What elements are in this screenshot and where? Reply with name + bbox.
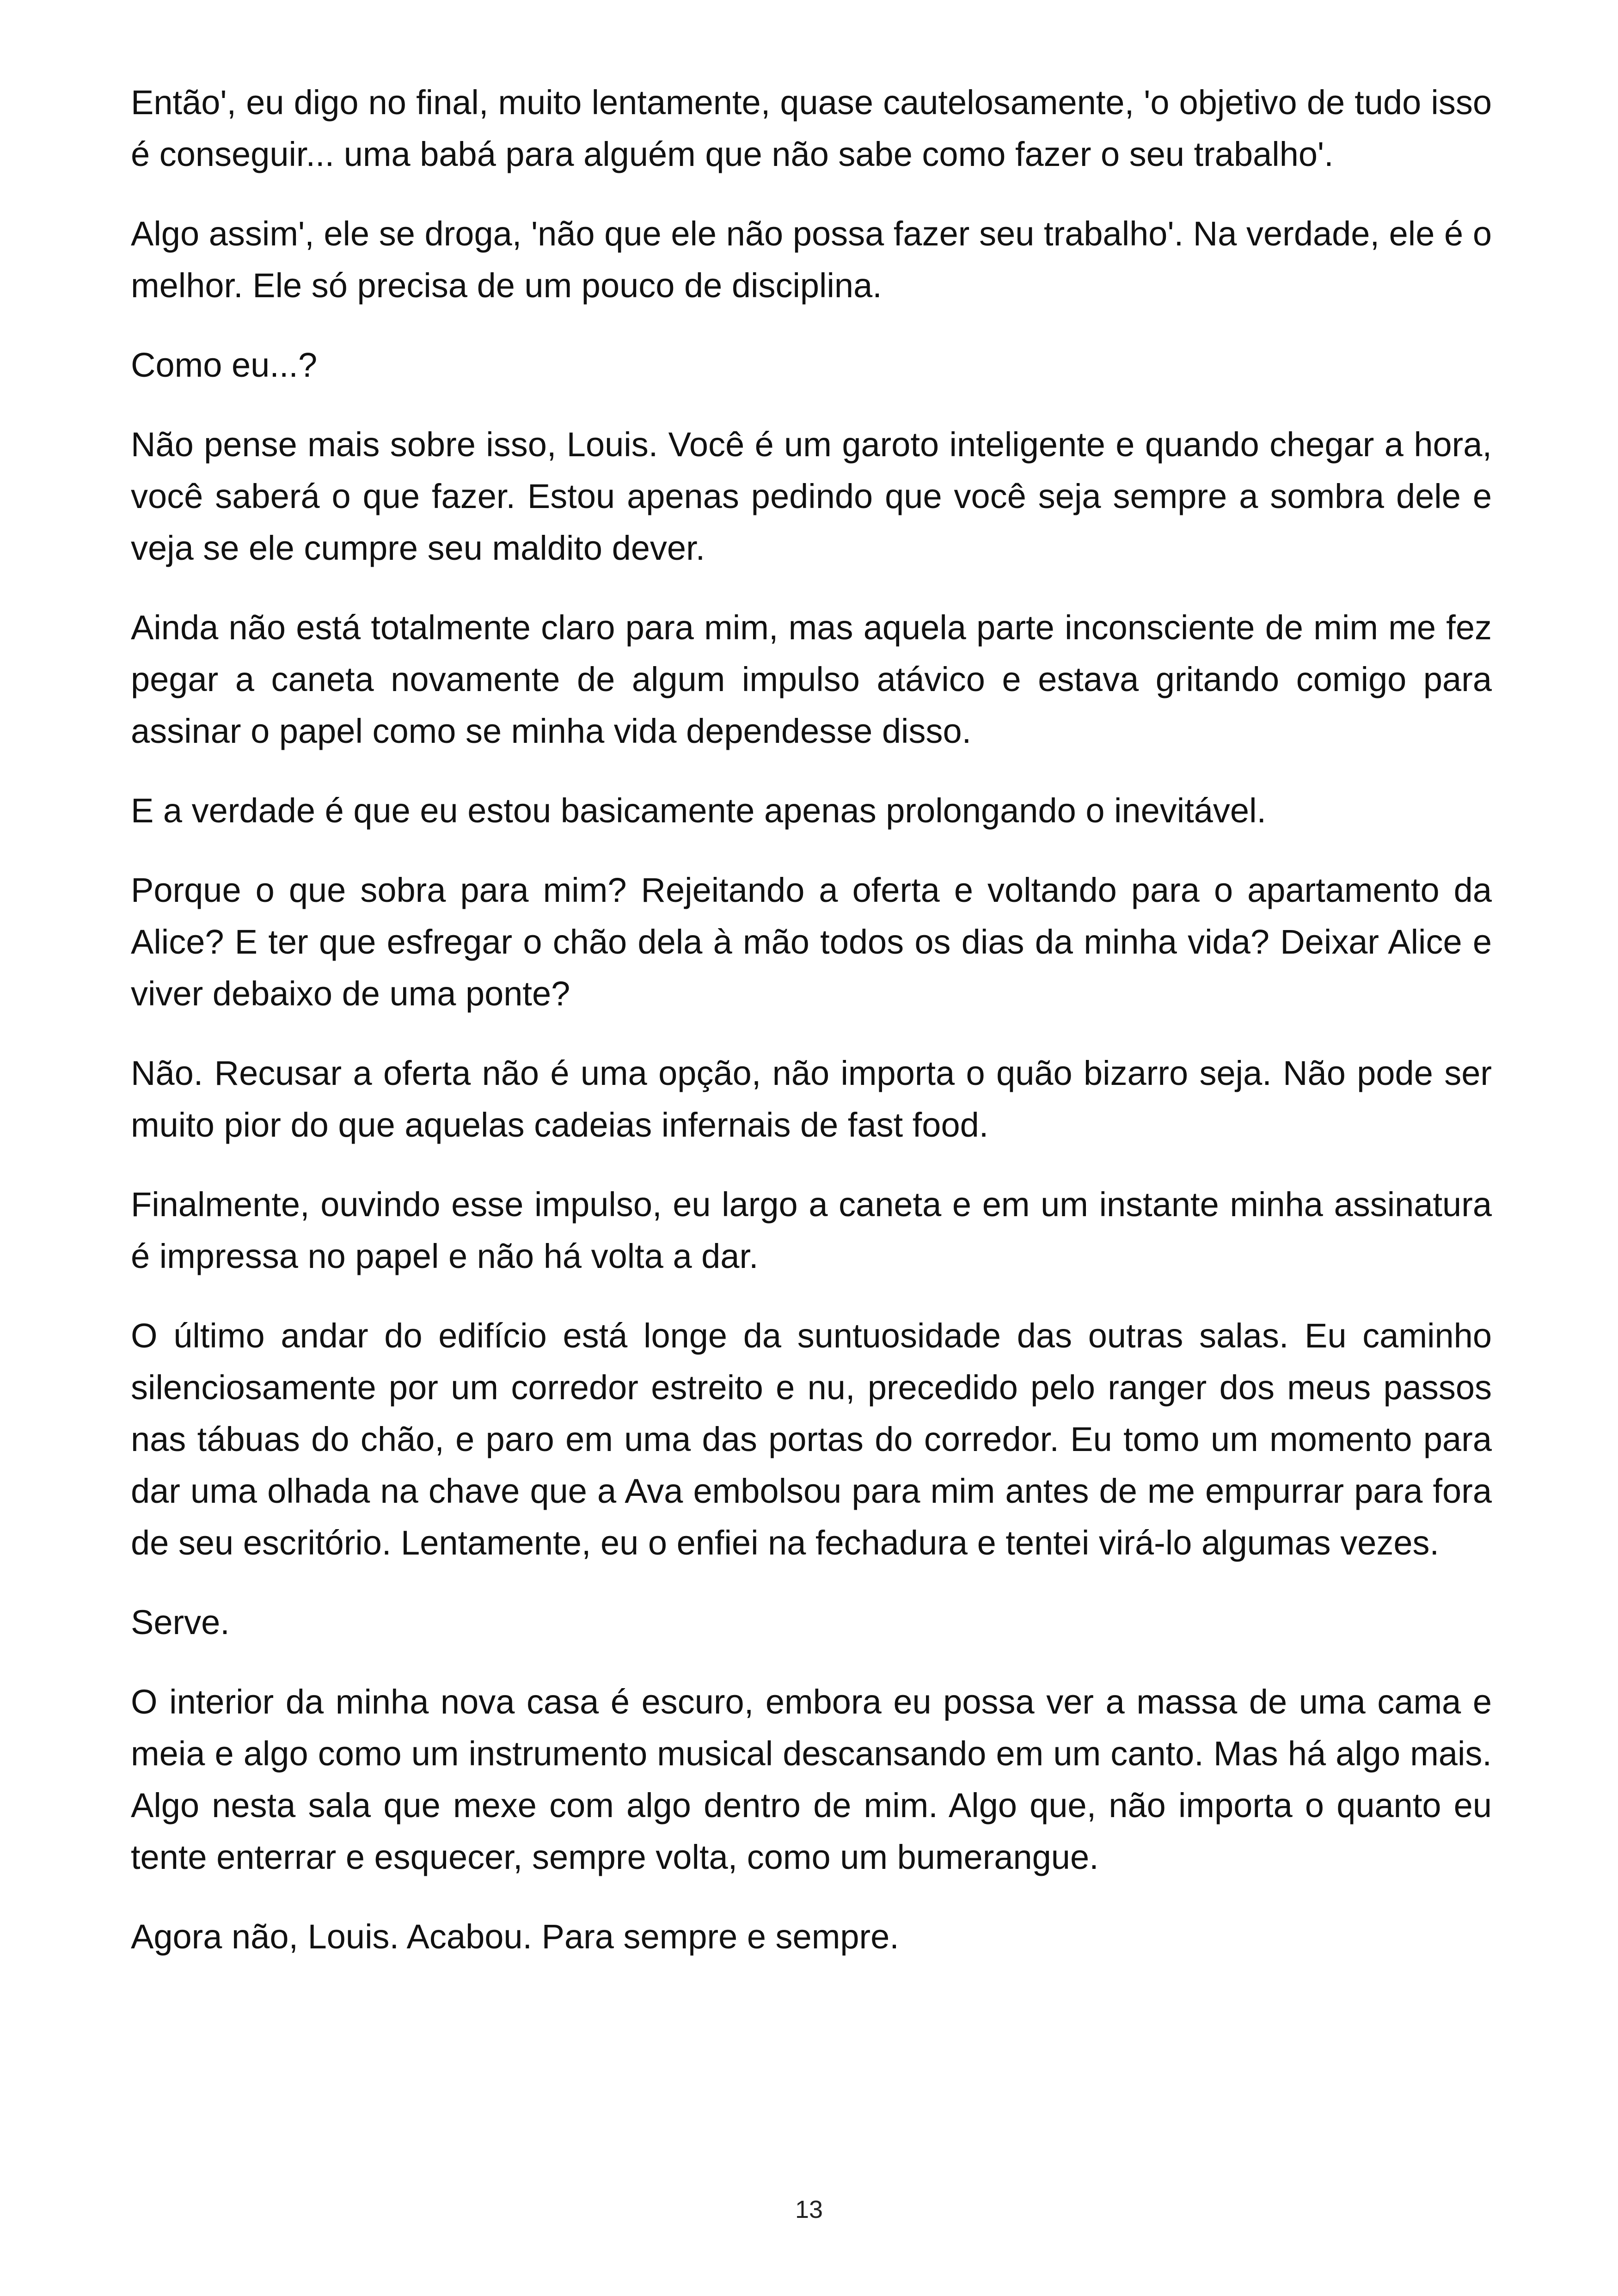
paragraph-9: Finalmente, ouvindo esse impulso, eu largo a caneta e em um instante minha assinatura é impressa no papel e não há volta a dar. (131, 1185, 1492, 1275)
page-number: 13 (795, 2196, 823, 2223)
paragraph-2: Algo assim', ele se droga, 'não que ele não possa fazer seu trabalho'. Na verdade, ele é o melhor. Ele só precisa de um pouco de disciplina. (131, 214, 1492, 305)
body-text (131, 77, 1492, 1990)
paragraph-10: O último andar do edifício está longe da suntuosidade das outras salas. Eu caminho silenciosamente por um corredor estreito e nu, precedido pelo ranger dos meus passos nas tábuas do chão, e paro em uma das portas do corredor. Eu tomo um momento para dar uma olhada na chave que a Ava embolsou para mim antes de me empurrar para fora de seu escritório. Lentamente, eu o enfiei na fechadura e tentei virá-lo algumas vezes. (131, 1316, 1492, 1562)
paragraph-12: O interior da minha nova casa é escuro, embora eu possa ver a massa de uma cama e meia e algo como um instrumento musical descansando em um canto. Mas há algo mais. Algo nesta sala que mexe com algo dentro de mim. Algo que, não importa o quanto eu tente enterrar e esquecer, sempre volta, como um bumerangue. (131, 1683, 1492, 1876)
paragraph-5: Ainda não está totalmente claro para mim, mas aquela parte inconsciente de mim me fez pegar a caneta novamente de algum impulso atávico e estava gritando comigo para assinar o papel como se minha vida dependesse disso. (131, 608, 1492, 750)
paragraph-4: Não pense mais sobre isso, Louis. Você é um garoto inteligente e quando chegar a hora, você saberá o que fazer. Estou apenas pedindo que você seja sempre a sombra dele e veja se ele cumpre seu maldito dever. (131, 425, 1492, 567)
paragraph-8: Não. Recusar a oferta não é uma opção, não importa o quão bizarro seja. Não pode ser muito pior do que aquelas cadeias infernais de fast food. (131, 1054, 1492, 1144)
paragraph-13: Agora não, Louis. Acabou. Para sempre e sempre. (131, 1917, 899, 1956)
paragraph-1: Então', eu digo no final, muito lentamente, quase cautelosamente, 'o objetivo de tudo isso é conseguir... uma babá para alguém que não sabe como fazer o seu trabalho'. (131, 83, 1492, 173)
paragraph-3: Como eu...? (131, 346, 318, 384)
paragraph-6: E a verdade é que eu estou basicamente apenas prolongando o inevitável. (131, 791, 1267, 830)
paragraph-7: Porque o que sobra para mim? Rejeitando a oferta e voltando para o apartamento da Alice? E ter que esfregar o chão dela à mão todos os dias da minha vida? Deixar Alice e viver debaixo de uma ponte? (131, 871, 1492, 1013)
paragraph-11: Serve. (131, 1603, 230, 1641)
